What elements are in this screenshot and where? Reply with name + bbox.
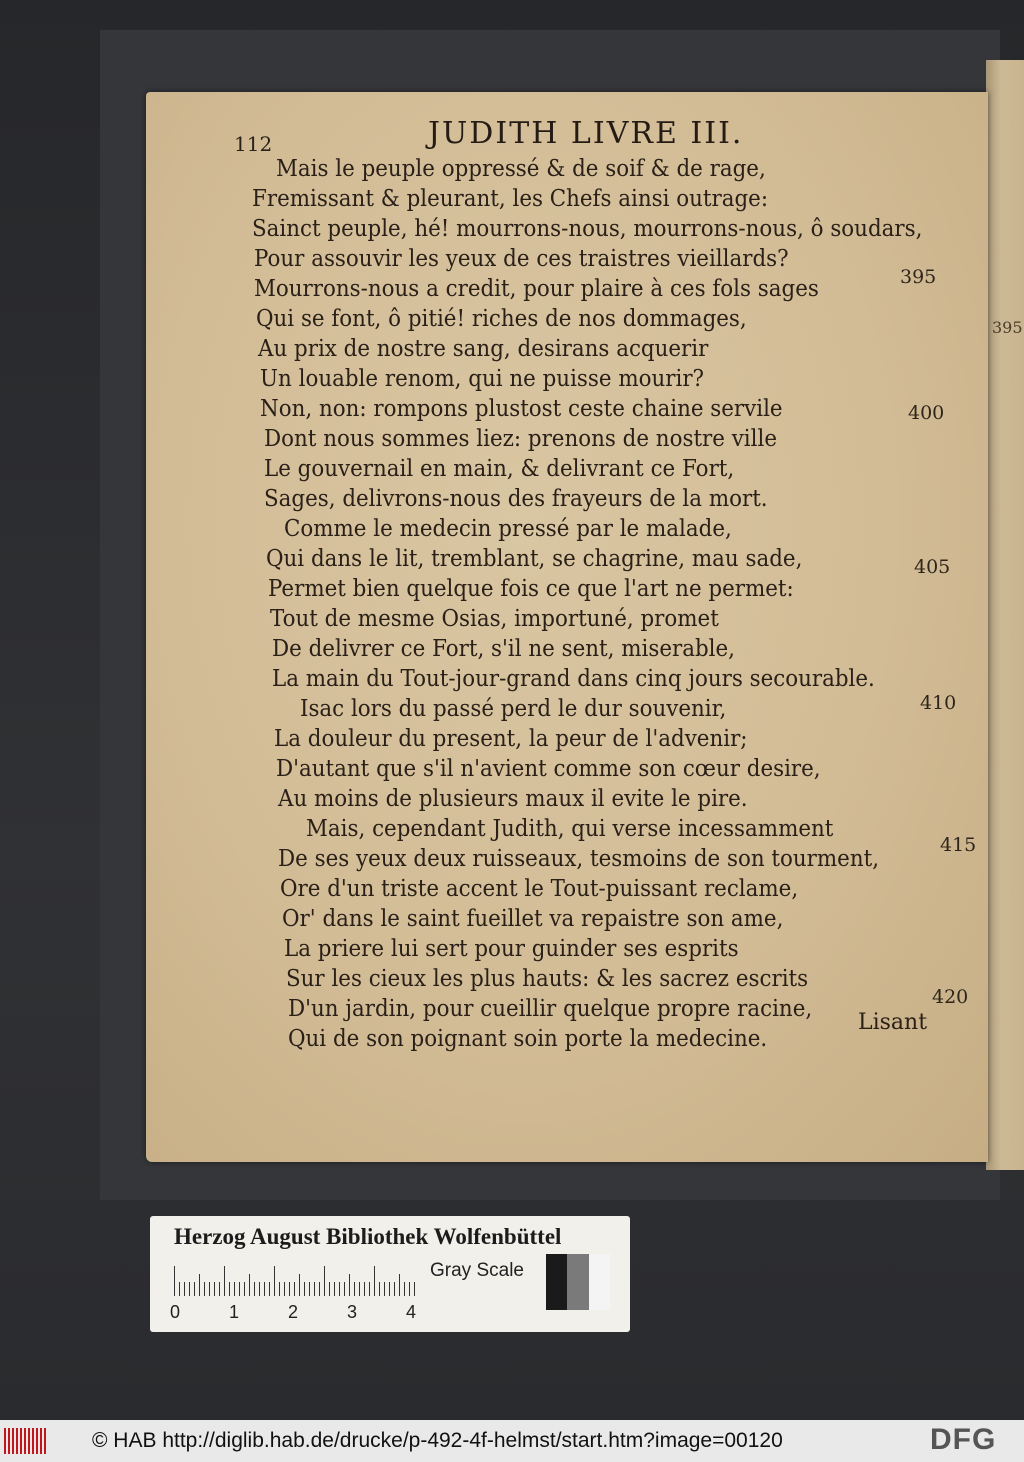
ruler-tick <box>209 1282 210 1296</box>
page-number: 112 <box>234 132 273 156</box>
ruler-tick <box>329 1282 330 1296</box>
hab-barcode-icon <box>4 1428 48 1454</box>
ruler-tick <box>259 1282 260 1296</box>
gray-swatch <box>567 1254 588 1310</box>
line-number: 415 <box>940 834 977 856</box>
verse-line: Un louable renom, qui ne puisse mourir? <box>260 366 705 392</box>
verse-line: Sur les cieux les plus hauts: & les sacrez escrits <box>286 966 809 992</box>
verse-line: Mais, cependant Judith, qui verse incessamment <box>306 816 834 842</box>
running-head <box>232 112 832 156</box>
ruler-tick <box>339 1282 340 1296</box>
ruler-tick <box>344 1282 345 1296</box>
verse-line: Sainct peuple, hé! mourrons-nous, mourrons-nous, ô soudars, <box>252 216 923 242</box>
ruler-tick <box>379 1282 380 1296</box>
verse-line: La priere lui sert pour guinder ses esprits <box>284 936 739 962</box>
ruler-tick <box>314 1282 315 1296</box>
running-head-title: JUDITH LIVRE III. <box>428 116 744 151</box>
verse-line: Tout de mesme Osias, importuné, promet <box>270 606 719 632</box>
ruler-tick <box>184 1282 185 1296</box>
ruler-tick <box>214 1282 215 1296</box>
line-number: 410 <box>920 692 957 714</box>
ruler-tick <box>394 1282 395 1296</box>
verse-line: Qui dans le lit, tremblant, se chagrine, mau sade, <box>266 546 803 572</box>
ruler-tick <box>294 1282 295 1296</box>
ruler-tick <box>349 1274 350 1296</box>
dfg-logo: DFG <box>930 1423 997 1456</box>
ruler-tick <box>269 1282 270 1296</box>
verse-line: Le gouvernail en main, & delivrant ce Fort, <box>264 456 735 482</box>
ruler-tick <box>404 1282 405 1296</box>
footer-bar <box>0 1420 1024 1462</box>
verse-line: Or' dans le saint fueillet va repaistre son ame, <box>282 906 784 932</box>
ruler-tick <box>324 1266 325 1296</box>
verse-line: Sages, delivrons-nous des frayeurs de la mort. <box>264 486 768 512</box>
ruler-tick <box>359 1282 360 1296</box>
ruler-tick <box>274 1266 275 1296</box>
ruler-tick <box>179 1282 180 1296</box>
ruler-tick <box>174 1266 175 1296</box>
library-name: Herzog August Bibliothek Wolfenbüttel <box>174 1224 562 1249</box>
gray-scale-swatches <box>546 1254 610 1310</box>
ruler-tick <box>264 1282 265 1296</box>
ruler-tick <box>244 1282 245 1296</box>
ruler-tick <box>369 1282 370 1296</box>
ruler-tick <box>249 1274 250 1296</box>
adjacent-margin-number: 395 <box>992 318 1023 337</box>
centimeter-ruler <box>174 1266 414 1296</box>
catchword: Lisant <box>858 1010 928 1035</box>
line-number: 400 <box>908 402 945 424</box>
line-number: 420 <box>932 986 969 1008</box>
ruler-tick <box>409 1282 410 1296</box>
ruler-tick <box>199 1274 200 1296</box>
verse-line: Ore d'un triste accent le Tout-puissant reclame, <box>280 876 799 902</box>
line-number: 395 <box>900 266 937 288</box>
ruler-tick <box>319 1282 320 1296</box>
ruler-tick <box>219 1282 220 1296</box>
adjacent-page-edge <box>986 60 1024 1170</box>
gray-scale-label: Gray Scale <box>430 1260 524 1281</box>
ruler-tick <box>399 1274 400 1296</box>
verse-line: Au moins de plusieurs maux il evite le pire. <box>278 786 748 812</box>
verse-line: Fremissant & pleurant, les Chefs ainsi outrage: <box>252 186 769 212</box>
ruler-tick <box>284 1282 285 1296</box>
verse-line: La main du Tout-jour-grand dans cinq jours secourable. <box>272 666 875 692</box>
ruler-tick <box>304 1282 305 1296</box>
verse-line: De ses yeux deux ruisseaux, tesmoins de son tourment, <box>278 846 879 872</box>
ruler-number: 4 <box>406 1302 417 1322</box>
verse-line: Mourrons-nous a credit, pour plaire à ces fols sages <box>254 276 819 302</box>
ruler-tick <box>299 1274 300 1296</box>
ruler-tick <box>354 1282 355 1296</box>
ruler-number: 2 <box>288 1302 299 1322</box>
verse-line: Non, non: rompons plustost ceste chaine servile <box>260 396 783 422</box>
verse-line: La douleur du present, la peur de l'advenir; <box>274 726 748 752</box>
ruler-tick <box>289 1282 290 1296</box>
verse-line: Permet bien quelque fois ce que l'art ne permet: <box>268 576 794 602</box>
ruler-number: 0 <box>170 1302 181 1322</box>
ruler-tick <box>279 1282 280 1296</box>
ruler-tick <box>384 1282 385 1296</box>
ruler-tick <box>189 1282 190 1296</box>
verse-line: Isac lors du passé perd le dur souvenir, <box>300 696 727 722</box>
ruler-number: 1 <box>229 1302 240 1322</box>
verse-line: Qui de son poignant soin porte la medecine. <box>288 1026 768 1052</box>
ruler-tick <box>234 1282 235 1296</box>
ruler-number: 3 <box>347 1302 358 1322</box>
verse-line: Comme le medecin pressé par le malade, <box>284 516 732 542</box>
calibration-card <box>150 1216 630 1332</box>
line-number: 405 <box>914 556 951 578</box>
verse-line: Dont nous sommes liez: prenons de nostre ville <box>264 426 777 452</box>
ruler-tick <box>389 1282 390 1296</box>
verse-line: Qui se font, ô pitié! riches de nos dommages, <box>256 306 747 332</box>
footer-source-link[interactable]: © HAB http://diglib.hab.de/drucke/p-492-4f-helmst/start.htm?image=00120 <box>92 1429 783 1452</box>
verse-line: D'autant que s'il n'avient comme son cœur desire, <box>276 756 821 782</box>
verse-line: Pour assouvir les yeux de ces traistres vieillards? <box>254 246 789 272</box>
ruler-tick <box>414 1282 415 1296</box>
ruler-tick <box>364 1282 365 1296</box>
gray-swatch <box>589 1254 610 1310</box>
ruler-tick <box>194 1282 195 1296</box>
ruler-tick <box>254 1282 255 1296</box>
ruler-tick <box>224 1266 225 1296</box>
gray-swatch <box>546 1254 567 1310</box>
ruler-tick <box>229 1282 230 1296</box>
verse-line: Au prix de nostre sang, desirans acquerir <box>258 336 709 362</box>
ruler-tick <box>239 1282 240 1296</box>
ruler-tick <box>309 1282 310 1296</box>
ruler-tick <box>334 1282 335 1296</box>
ruler-tick <box>374 1266 375 1296</box>
ruler-tick <box>204 1282 205 1296</box>
verse-line: De delivrer ce Fort, s'il ne sent, miserable, <box>272 636 735 662</box>
verse-line: D'un jardin, pour cueillir quelque propre racine, <box>288 996 813 1022</box>
verse-line: Mais le peuple oppressé & de soif & de rage, <box>276 156 766 182</box>
